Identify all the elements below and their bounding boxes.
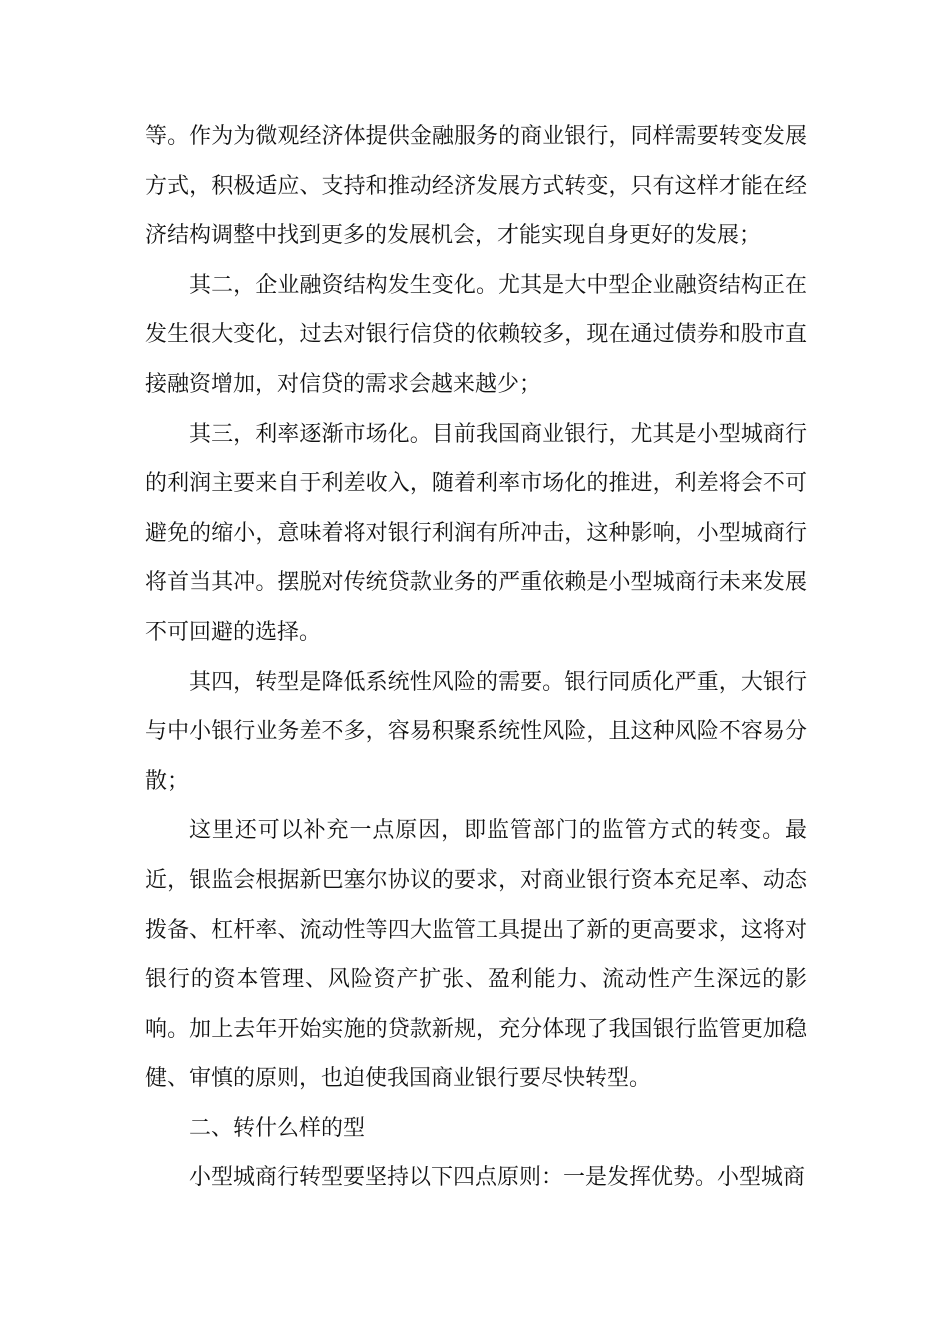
paragraph-principles: 小型城商行转型要坚持以下四点原则：一是发挥优势。小型城商 (189, 1165, 806, 1191)
paragraph-supplement: 这里还可以补充一点原因，即监管部门的监管方式的转变。最近，银监会根据新巴塞尔协议的要求，对商业银行资本充足率、动态拨备、杠杆率、流动性等四大监管工具提出了新的更高要求，这将对银行的资本管理、风险资产扩张、盈利能力、流动性产生深远的影响。加上去年开始实施的贷款新规，充分体现了我国银行监管更加稳健、审慎的原则，也迫使我国商业银行要尽快转型。 (145, 818, 807, 1092)
section-heading: 二、转什么样的型 (189, 1115, 366, 1141)
paragraph-reason-two: 其二，企业融资结构发生变化。尤其是大中型企业融资结构正在发生很大变化，过去对银行信贷的依赖较多，现在通过债券和股市直接融资增加，对信贷的需求会越来越少； (145, 272, 807, 397)
paragraph-continuation: 等。作为为微观经济体提供金融服务的商业银行，同样需要转变发展方式，积极适应、支持和推动经济发展方式转变，只有这样才能在经济结构调整中找到更多的发展机会，才能实现自身更好的发展； (145, 124, 807, 249)
paragraph-reason-four: 其四，转型是降低系统性风险的需要。银行同质化严重，大银行与中小银行业务差不多，容易积聚系统性风险，且这种风险不容易分散； (145, 669, 807, 794)
document-body (145, 112, 807, 1203)
paragraph-reason-three: 其三，利率逐渐市场化。目前我国商业银行，尤其是小型城商行的利润主要来自于利差收入，随着利率市场化的推进，利差将会不可避免的缩小，意味着将对银行利润有所冲击，这种影响，小型城商行将首当其冲。摆脱对传统贷款业务的严重依赖是小型城商行未来发展不可回避的选择。 (145, 421, 807, 645)
